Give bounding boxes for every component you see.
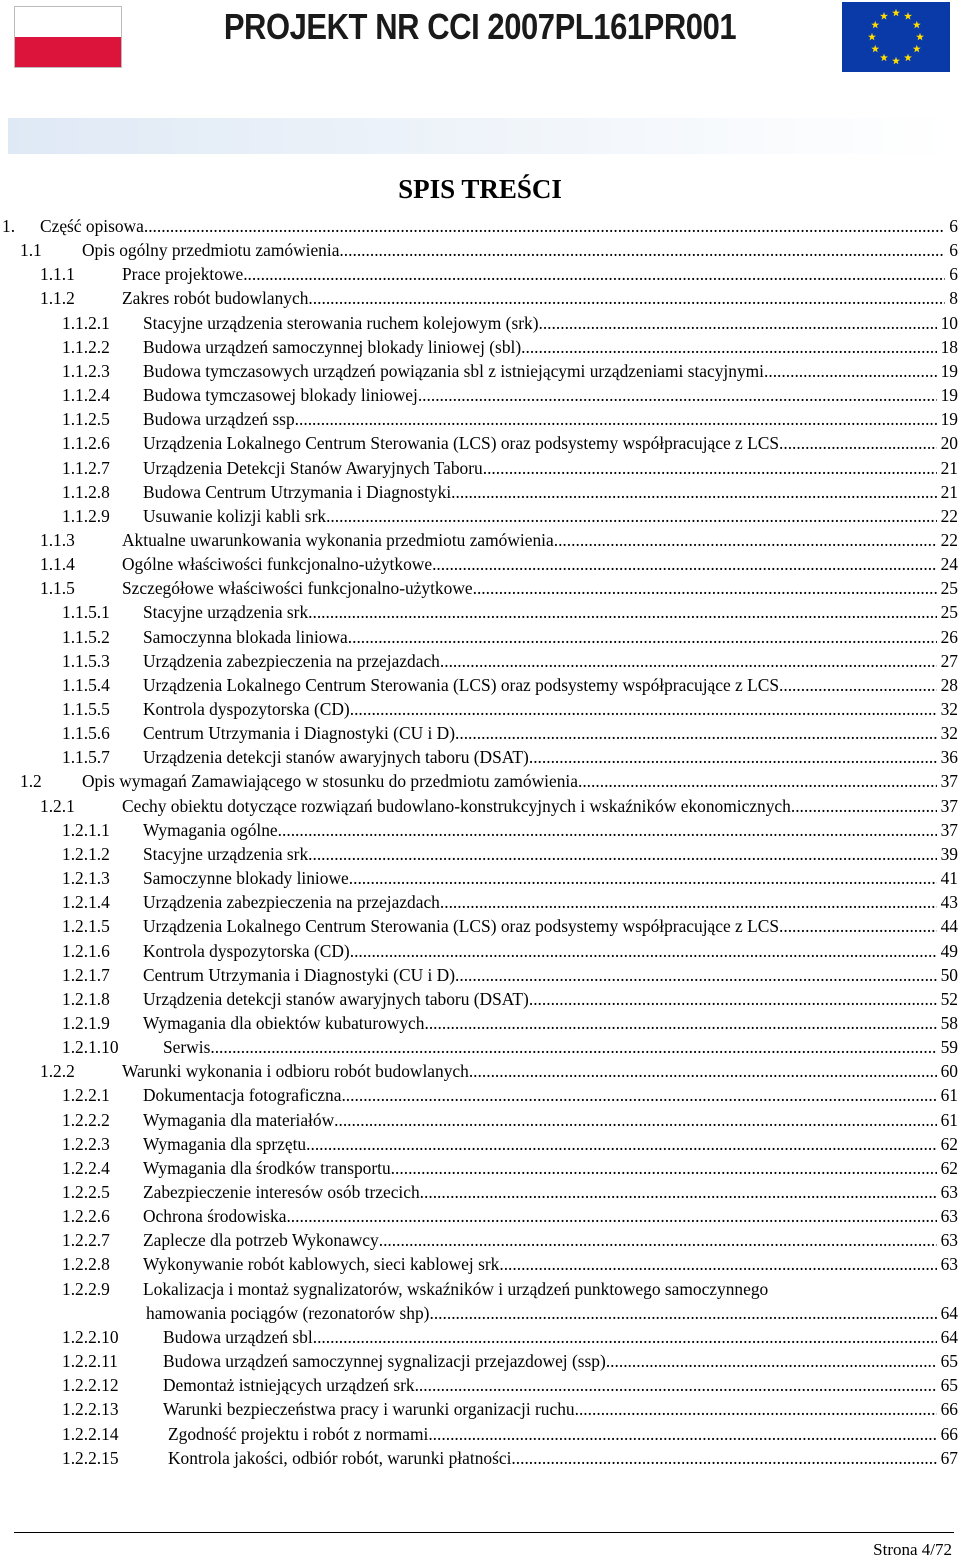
toc-entry-page: 37 — [940, 796, 958, 816]
toc-entry[interactable] — [0, 1325, 960, 1349]
toc-entry-page: 59 — [940, 1037, 958, 1057]
toc-entry-title: Warunki bezpieczeństwa pracy i warunki organizacji ruchu — [163, 1399, 575, 1419]
toc-entry[interactable] — [0, 939, 960, 963]
toc-entry[interactable] — [0, 576, 960, 600]
toc-entry[interactable] — [0, 600, 960, 624]
toc-entry[interactable] — [0, 987, 960, 1011]
toc-leader-dots — [418, 383, 937, 407]
toc-entry-number: 1.1.3 — [40, 530, 75, 550]
toc-entry-number: 1.1.4 — [40, 554, 75, 574]
page-header — [0, 0, 960, 160]
toc-entry[interactable] — [0, 286, 960, 310]
toc-leader-dots — [350, 697, 937, 721]
toc-entry-title: Cechy obiektu dotyczące rozwiązań budowlano-konstrukcyjnych i wskaźników ekonomicznych — [122, 796, 791, 816]
toc-entry-title: Warunki wykonania i odbioru robót budowlanych — [122, 1061, 469, 1081]
toc-entry-page: 26 — [940, 627, 958, 647]
eu-star-icon — [904, 54, 912, 62]
toc-entry-page: 28 — [940, 675, 958, 695]
toc-leader-dots — [326, 504, 937, 528]
toc-entry-page: 37 — [940, 771, 958, 791]
toc-entry-page: 21 — [940, 482, 958, 502]
toc-entry[interactable] — [0, 552, 960, 576]
toc-entry-title: Urządzenia detekcji stanów awaryjnych taboru (DSAT) — [143, 747, 529, 767]
toc-entry-number: 1.1.2.4 — [62, 385, 110, 405]
toc-entry-title: Zgodność projektu i robót z normami — [168, 1424, 429, 1444]
toc-leader-dots — [415, 1373, 937, 1397]
toc-entry-number: 1.2.2 — [40, 1061, 75, 1081]
toc-entry-number: 1.1.5 — [40, 578, 75, 598]
toc-entry-title: Centrum Utrzymania i Diagnostyki (CU i D) — [143, 723, 456, 743]
toc-entry[interactable] — [0, 649, 960, 673]
toc-entry-page: 6 — [949, 216, 958, 236]
toc-entry-page: 20 — [940, 433, 958, 453]
toc-entry-title: Zabezpieczenie interesów osób trzecich — [143, 1182, 420, 1202]
toc-entry[interactable] — [0, 238, 960, 262]
toc-entry[interactable] — [0, 311, 960, 335]
toc-leader-dots — [341, 1083, 936, 1107]
toc-entry-page: 64 — [940, 1303, 958, 1323]
toc-leader-dots — [286, 1204, 936, 1228]
toc-entry-title: Zaplecze dla potrzeb Wykonawcy — [143, 1230, 379, 1250]
toc-leader-dots — [440, 649, 937, 673]
toc-entry-number: 1.2.1 — [40, 796, 75, 816]
toc-entry-number: 1.1.2 — [40, 288, 75, 308]
toc-entry-number: 1.2.1.1 — [62, 820, 110, 840]
toc-entry[interactable] — [0, 914, 960, 938]
toc-leader-dots — [606, 1349, 937, 1373]
toc-entry-page: 32 — [940, 699, 958, 719]
eu-star-icon — [913, 21, 921, 29]
toc-entry-page: 25 — [940, 602, 958, 622]
toc-entry-title: Samoczynne blokady liniowe — [143, 868, 349, 888]
toc-leader-dots — [349, 866, 937, 890]
toc-entry-title: Budowa urządzeń samoczynnej sygnalizacji przejazdowej (ssp) — [163, 1351, 606, 1371]
toc-entry-title: Wymagania dla sprzętu — [143, 1134, 307, 1154]
toc-title: SPIS TREŚCI — [398, 174, 562, 204]
toc-entry[interactable] — [0, 673, 960, 697]
toc-entry-page: 58 — [940, 1013, 958, 1033]
toc-entry-number: 1.2.2.14 — [62, 1424, 119, 1444]
project-title: PROJEKT NR CCI 2007PL161PR001 — [223, 6, 737, 47]
toc-leader-dots — [278, 818, 937, 842]
toc-entry[interactable] — [0, 1252, 960, 1276]
toc-leader-dots — [451, 480, 936, 504]
toc-entry[interactable] — [0, 456, 960, 480]
toc-entry[interactable] — [0, 818, 960, 842]
toc-entry-title: Wykonywanie robót kablowych, sieci kablowej srk — [143, 1254, 500, 1274]
toc-leader-dots — [554, 528, 937, 552]
toc-entry-number: 1.1.1 — [40, 264, 75, 284]
toc-entry-number: 1.1.2.8 — [62, 482, 110, 502]
toc-entry[interactable] — [0, 745, 960, 769]
eu-star-icon — [880, 12, 888, 20]
toc-leader-dots — [779, 914, 937, 938]
toc-entry-title: Urządzenia detekcji stanów awaryjnych taboru (DSAT) — [143, 989, 529, 1009]
toc-entry-title: Dokumentacja fotograficzna — [143, 1085, 342, 1105]
toc-entry-page: 63 — [940, 1206, 958, 1226]
toc-entry[interactable] — [0, 480, 960, 504]
toc-entry-number: 1.2.1.3 — [62, 868, 110, 888]
toc-leader-dots — [295, 407, 937, 431]
toc-entry-page: 8 — [949, 288, 958, 308]
toc-leader-dots — [764, 359, 937, 383]
toc-entry-page: 66 — [940, 1399, 958, 1419]
toc-entry-number: 1.2.1.2 — [62, 844, 110, 864]
toc-entry-title: Stacyjne urządzenia srk — [143, 844, 309, 864]
toc-leader-dots — [210, 1035, 936, 1059]
toc-entry-number: 1.2.2.15 — [62, 1448, 119, 1468]
toc-leader-dots — [348, 625, 937, 649]
toc-entry-title: Opis ogólny przedmiotu zamówienia — [82, 240, 340, 260]
toc-entry-page: 25 — [940, 578, 958, 598]
toc-entry-number: 1.1.2.5 — [62, 409, 110, 429]
toc-entry-title: Opis wymagań Zamawiającego w stosunku do przedmiotu zamówienia — [82, 771, 578, 791]
toc-entry-page: 19 — [940, 409, 958, 429]
toc-entry-number: 1.1.2.6 — [62, 433, 110, 453]
toc-entry-number: 1.1.5.6 — [62, 723, 110, 743]
toc-entry[interactable] — [0, 262, 960, 286]
toc-entry-title: Kontrola jakości, odbiór robót, warunki płatności — [168, 1448, 512, 1468]
toc-leader-dots — [455, 963, 937, 987]
toc-entry-page: 52 — [940, 989, 958, 1009]
toc-leader-dots — [429, 1301, 936, 1325]
toc-leader-dots — [308, 842, 936, 866]
toc-entry-number: 1.2.2.10 — [62, 1327, 119, 1347]
toc-entry-number: 1.2.2.9 — [62, 1279, 110, 1299]
toc-entry-title: Budowa urządzeń samoczynnej blokady liniowej (sbl) — [143, 337, 522, 357]
toc-entry-title: Stacyjne urządzenia sterowania ruchem kolejowym (srk) — [143, 313, 539, 333]
toc-leader-dots — [469, 1059, 937, 1083]
toc-entry-title: Budowa tymczasowych urządzeń powiązania sbl z istniejącymi urządzeniami stacyjnymi — [143, 361, 765, 381]
toc-entry-title: Wymagania dla środków transportu — [143, 1158, 391, 1178]
toc-leader-dots — [144, 214, 945, 238]
toc-entry-title: Usuwanie kolizji kabli srk — [143, 506, 327, 526]
toc-entry-title: Urządzenia zabezpieczenia na przejazdach — [143, 892, 440, 912]
toc-entry-page: 10 — [940, 313, 958, 333]
toc-entry-page: 22 — [940, 506, 958, 526]
toc-entry-page: 19 — [940, 361, 958, 381]
header-band — [8, 118, 952, 154]
toc-leader-dots — [538, 311, 936, 335]
toc-leader-dots — [791, 794, 937, 818]
toc-entry-title: Ogólne właściwości funkcjonalno-użytkowe — [122, 554, 433, 574]
toc-entry-title: Wymagania dla materiałów — [143, 1110, 335, 1130]
toc-entry-number: 1.1.5.7 — [62, 747, 110, 767]
toc-leader-dots — [529, 987, 937, 1011]
toc-entry[interactable] — [0, 335, 960, 359]
toc-entry-page: 19 — [940, 385, 958, 405]
toc-entry-title: Stacyjne urządzenia srk — [143, 602, 309, 622]
toc-entry-number: 1.2.2.1 — [62, 1085, 110, 1105]
footer-divider — [14, 1532, 954, 1533]
toc-entry-page: 63 — [940, 1254, 958, 1274]
toc-leader-dots — [334, 1108, 936, 1132]
toc-entry[interactable] — [0, 794, 960, 818]
toc-leader-dots — [379, 1228, 937, 1252]
eu-star-icon — [871, 45, 879, 53]
toc-entry[interactable] — [0, 1397, 960, 1421]
toc-entry-page: 65 — [940, 1375, 958, 1395]
toc-entry-number: 1.2.1.6 — [62, 941, 110, 961]
toc-entry[interactable] — [0, 1446, 960, 1470]
toc-entry-page: 67 — [940, 1448, 958, 1468]
toc-entry-title: Aktualne uwarunkowania wykonania przedmiotu zamówienia — [122, 530, 554, 550]
toc-entry[interactable] — [0, 504, 960, 528]
toc-entry[interactable] — [0, 1083, 960, 1107]
toc-entry-title: Demontaż istniejących urządzeń srk — [163, 1375, 415, 1395]
toc-entry-page: 44 — [940, 916, 958, 936]
toc-entry-number: 1.2.1.5 — [62, 916, 110, 936]
toc-leader-dots — [779, 673, 937, 697]
toc-entry[interactable] — [0, 963, 960, 987]
toc-entry-title: Serwis — [163, 1037, 211, 1057]
toc-entry[interactable] — [0, 431, 960, 455]
toc-entry-title: Budowa urządzeń ssp — [143, 409, 295, 429]
toc-entry[interactable] — [0, 1108, 960, 1132]
toc-entry[interactable] — [0, 842, 960, 866]
toc-entry-number: 1.2.2.6 — [62, 1206, 110, 1226]
toc-leader-dots — [529, 745, 937, 769]
eu-star-icon — [880, 54, 888, 62]
toc-entry-number: 1.1.5.3 — [62, 651, 110, 671]
toc-entry-page: 43 — [940, 892, 958, 912]
toc-entry-number: 1.1.5.4 — [62, 675, 110, 695]
toc-entry-page: 62 — [940, 1158, 958, 1178]
toc-entry-title: Centrum Utrzymania i Diagnostyki (CU i D) — [143, 965, 456, 985]
toc-entry-page: 63 — [940, 1182, 958, 1202]
page-number: Strona 4/72 — [873, 1540, 952, 1559]
toc-leader-dots — [511, 1446, 936, 1470]
toc-entry[interactable] — [0, 625, 960, 649]
toc-leader-dots — [440, 890, 937, 914]
toc-entry-title: Część opisowa — [40, 216, 144, 236]
toc-entry[interactable] — [0, 1132, 960, 1156]
toc-leader-dots — [339, 238, 945, 262]
toc-entry-number: 1.2.1.4 — [62, 892, 110, 912]
toc-entry-page: 41 — [940, 868, 958, 888]
toc-entry-number: 1.2.2.2 — [62, 1110, 110, 1130]
toc-entry-number: 1.2.2.8 — [62, 1254, 110, 1274]
toc-entry-number: 1.2.2.3 — [62, 1134, 110, 1154]
toc-entry-page: 22 — [940, 530, 958, 550]
toc-leader-dots — [308, 286, 945, 310]
toc-leader-dots — [243, 262, 945, 286]
toc-entry-title: Wymagania ogólne — [143, 820, 278, 840]
toc-entry-number: 1.2.2.13 — [62, 1399, 119, 1419]
eu-flag-icon — [842, 2, 950, 72]
toc-entry-title: Szczegółowe właściwości funkcjonalno-użytkowe — [122, 578, 473, 598]
toc-entry[interactable] — [0, 697, 960, 721]
toc-leader-dots — [424, 1011, 936, 1035]
toc-leader-dots — [473, 576, 937, 600]
toc-entry-number: 1.1.5.5 — [62, 699, 110, 719]
toc-entry-title: Urządzenia Detekcji Stanów Awaryjnych Taboru — [143, 458, 483, 478]
toc-leader-dots — [483, 456, 937, 480]
toc-leader-dots — [308, 600, 936, 624]
toc-entry-page: 27 — [940, 651, 958, 671]
toc-entry-title: Urządzenia Lokalnego Centrum Sterowania (LCS) oraz podsystemy współpracujące z LCS — [143, 916, 780, 936]
toc-leader-dots — [521, 335, 936, 359]
toc-entry-number: 1.2.1.8 — [62, 989, 110, 1009]
toc-entry[interactable] — [0, 528, 960, 552]
toc-entry-number: 1.2.2.7 — [62, 1230, 110, 1250]
toc-leader-dots — [432, 552, 937, 576]
toc-entry-number: 1.2.2.4 — [62, 1158, 110, 1178]
toc-entry-number: 1.2 — [20, 771, 42, 791]
toc-entry-number: 1.1.2.2 — [62, 337, 110, 357]
toc-entry-title: Prace projektowe — [122, 264, 244, 284]
toc-entry-number: 1. — [2, 216, 16, 236]
eu-star-icon — [871, 21, 879, 29]
toc-entry[interactable] — [0, 1180, 960, 1204]
toc-entry-page: 61 — [940, 1085, 958, 1105]
toc-entry-title: Kontrola dyspozytorska (CD) — [143, 941, 350, 961]
toc-leader-dots — [428, 1422, 936, 1446]
toc-entry-number: 1.1.2.9 — [62, 506, 110, 526]
toc-entry-number: 1.1.5.2 — [62, 627, 110, 647]
toc-leader-dots — [350, 939, 937, 963]
toc-entry-page: 62 — [940, 1134, 958, 1154]
toc-entry-page: 21 — [940, 458, 958, 478]
toc-entry[interactable] — [0, 1277, 960, 1301]
toc-entry-page: 64 — [940, 1327, 958, 1347]
toc-entry-number: 1.1.2.3 — [62, 361, 110, 381]
toc-entry-title: Ochrona środowiska — [143, 1206, 287, 1226]
eu-star-icon — [892, 9, 900, 17]
toc-entry-page: 36 — [940, 747, 958, 767]
toc-entry-page: 60 — [940, 1061, 958, 1081]
toc-entry-title: Urządzenia zabezpieczenia na przejazdach — [143, 651, 440, 671]
toc-entry-number: 1.2.1.9 — [62, 1013, 110, 1033]
toc-entry-page: 50 — [940, 965, 958, 985]
toc-entry[interactable] — [0, 1422, 960, 1446]
toc-entry-number: 1.1.5.1 — [62, 602, 110, 622]
toc-entry[interactable] — [0, 1011, 960, 1035]
toc-entry-number: 1.1 — [20, 240, 42, 260]
eu-star-icon — [916, 33, 924, 41]
toc-entry-page: 39 — [940, 844, 958, 864]
toc-entry-title: Urządzenia Lokalnego Centrum Sterowania (LCS) oraz podsystemy współpracujące z LCS — [143, 433, 780, 453]
toc-leader-dots — [420, 1180, 937, 1204]
toc-entry-title: Wymagania dla obiektów kubaturowych — [143, 1013, 425, 1033]
toc-entry[interactable] — [0, 407, 960, 431]
toc-entry-number: 1.2.2.5 — [62, 1182, 110, 1202]
toc-entry-title: Budowa urządzeń sbl — [163, 1327, 313, 1347]
toc-entry[interactable] — [0, 890, 960, 914]
toc-entry-title: Kontrola dyspozytorska (CD) — [143, 699, 350, 719]
toc-entry-title: Samoczynna blokada liniowa — [143, 627, 348, 647]
toc-entry-number: 1.1.2.1 — [62, 313, 110, 333]
toc-leader-dots — [779, 431, 937, 455]
toc-entry[interactable] — [0, 359, 960, 383]
toc-entry-page: 61 — [940, 1110, 958, 1130]
toc-entry[interactable] — [0, 769, 960, 793]
toc-leader-dots — [575, 1397, 937, 1421]
toc-entry-number: 1.2.1.7 — [62, 965, 110, 985]
toc-entry-number: 1.2.2.11 — [62, 1351, 118, 1371]
toc-leader-dots — [455, 721, 937, 745]
toc-entry-page: 66 — [940, 1424, 958, 1444]
eu-star-icon — [868, 33, 876, 41]
toc-entry-page: 63 — [940, 1230, 958, 1250]
toc-leader-dots — [313, 1325, 937, 1349]
toc-entry[interactable] — [0, 1228, 960, 1252]
toc-entry[interactable] — [0, 214, 960, 238]
toc-leader-dots — [391, 1156, 937, 1180]
toc-entry[interactable] — [0, 866, 960, 890]
toc-entry[interactable] — [0, 1156, 960, 1180]
toc-entry[interactable] — [0, 1035, 960, 1059]
toc-entry-number: 1.2.1.10 — [62, 1037, 119, 1057]
toc-entry-page: 24 — [940, 554, 958, 574]
toc-entry[interactable] — [0, 383, 960, 407]
eu-star-icon — [913, 45, 921, 53]
toc-entry-title: Zakres robót budowlanych — [122, 288, 309, 308]
toc-entry-title: Budowa Centrum Utrzymania i Diagnostyki — [143, 482, 452, 502]
toc-entry-page: 6 — [949, 264, 958, 284]
toc-entry-continuation[interactable] — [0, 1301, 960, 1325]
toc-entry-page: 6 — [949, 240, 958, 260]
eu-star-icon — [892, 57, 900, 65]
toc-leader-dots — [306, 1132, 936, 1156]
toc-entry-title: Lokalizacja i montaż sygnalizatorów, wskaźników i urządzeń punktowego samoczynnego — [143, 1279, 769, 1299]
toc-entry-number: 1.1.2.7 — [62, 458, 110, 478]
toc-leader-dots — [578, 769, 937, 793]
toc-entry[interactable] — [0, 721, 960, 745]
toc-entry-title: Urządzenia Lokalnego Centrum Sterowania (LCS) oraz podsystemy współpracujące z LCS — [143, 675, 780, 695]
toc-entry[interactable] — [0, 1349, 960, 1373]
toc-entry-page: 49 — [940, 941, 958, 961]
toc-entry-page: 18 — [940, 337, 958, 357]
toc-entry-page: 65 — [940, 1351, 958, 1371]
toc-entry-number: 1.2.2.12 — [62, 1375, 119, 1395]
toc-leader-dots — [499, 1252, 936, 1276]
eu-star-icon — [904, 12, 912, 20]
toc-entry[interactable] — [0, 1059, 960, 1083]
toc-entry[interactable] — [0, 1373, 960, 1397]
toc-entry-page: 37 — [940, 820, 958, 840]
toc-entry-page: 32 — [940, 723, 958, 743]
toc-entry[interactable] — [0, 1204, 960, 1228]
toc-entry-title: hamowania pociągów (rezonatorów shp) — [146, 1303, 430, 1323]
toc-entry-title: Budowa tymczasowej blokady liniowej — [143, 385, 418, 405]
